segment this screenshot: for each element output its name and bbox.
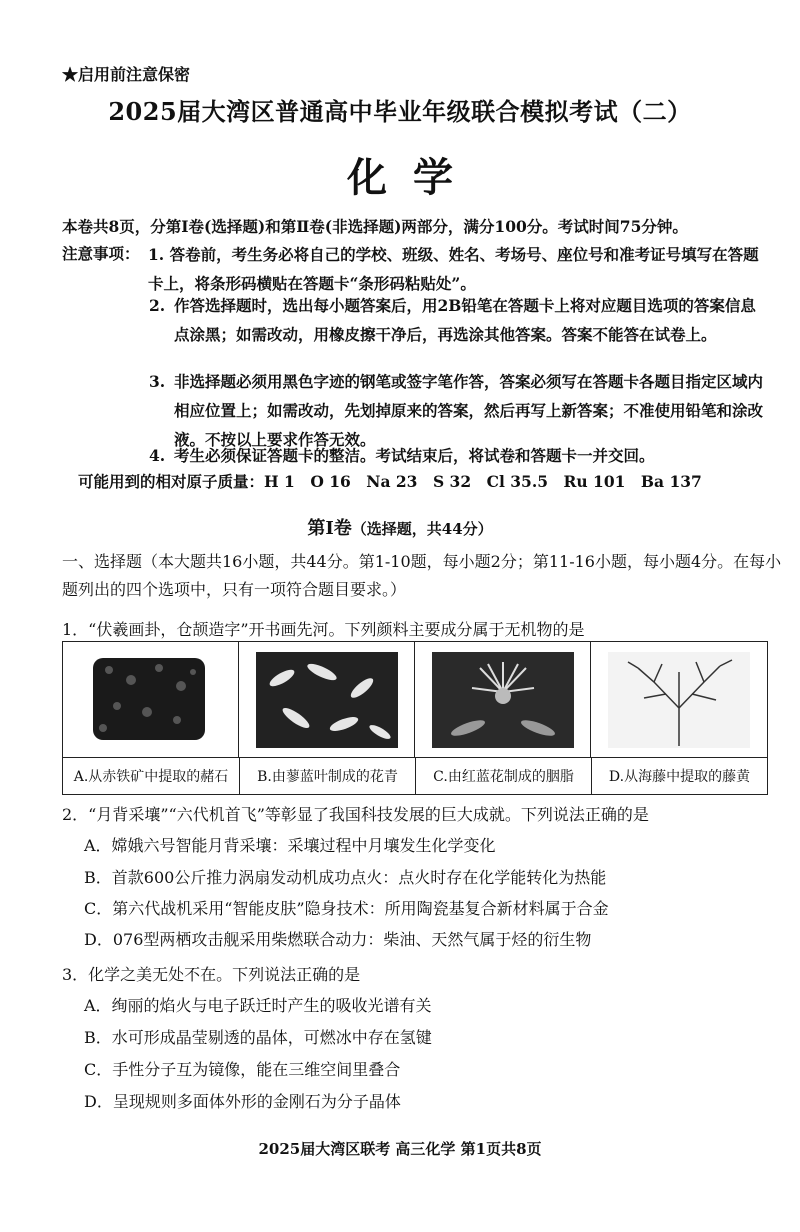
option-b-caption: B.由蓼蓝叶制成的花青 (239, 757, 415, 794)
notice-item-text: 答卷前，考生务必将自己的学校、班级、姓名、考场号、座位号和准考证号填写在答题卡上，将条形码横贴在答题卡“条形码粘贴处”。 (148, 245, 759, 293)
option-d-caption: D.从海藤中提取的藤黄 (591, 757, 767, 794)
question-2-option-a: A．嫦娥六号智能月背采壤：采壤过程中月壤发生化学变化 (84, 836, 496, 855)
question-3-option-b: B．水可形成晶莹剔透的晶体，可燃冰中存在氢键 (84, 1028, 432, 1047)
option-c-caption: C.由红蓝花制成的胭脂 (415, 757, 591, 794)
notice-item-number: 4. (149, 446, 166, 465)
gamboge-tree-image (591, 642, 767, 757)
part-instructions: 一、选择题（本大题共16小题，共44分。第1-10题，每小题2分；第11-16小题，每小题4分。在每小题列出的四个选项中，只有一项符合题目要求。） (62, 552, 782, 599)
question-2-stem: 2．“月背采壤”“六代机首飞”等彰显了我国科技发展的巨大成就。下列说法正确的是 (62, 805, 649, 824)
question-3-stem: 3．化学之美无处不在。下列说法正确的是 (62, 965, 361, 984)
notice-item (149, 441, 764, 470)
notice-item-number: 1. (148, 245, 165, 264)
option-a-caption: A.从赤铁矿中提取的赭石 (63, 757, 239, 794)
confidential-note: ★启用前注意保密 (62, 65, 191, 84)
question-2-option-d: D．076型两栖攻击舰采用柴燃联合动力：柴油、天然气属于烃的衍生物 (84, 930, 592, 949)
atomic-masses: 可能用到的相对原子质量：H 1 O 16 Na 23 S 32 Cl 35.5 Ru 101 Ba 137 (78, 472, 702, 491)
notice-item-text: 非选择题必须用黑色字迹的钢笔或签字笔作答，答案必须写在答题卡各题目指定区域内相应位置上；如需改动，先划掉原来的答案，然后再写上新答案；不准使用铅笔和涂改液。不按以上要求作答无效。 (174, 372, 764, 449)
notice-label: 注意事项： (62, 244, 140, 263)
notice-item-text: 作答选择题时，选出每小题答案后，用2B铅笔在答题卡上将对应题目选项的答案信息点涂黑；如需改动，用橡皮擦干净后，再选涂其他答案。答案不能答在试卷上。 (174, 296, 756, 344)
pigment-image-table (62, 641, 768, 795)
section-heading (0, 514, 800, 540)
question-2-option-c: C．第六代战机采用“智能皮肤”隐身技术：所用陶瓷基复合新材料属于合金 (84, 899, 609, 918)
question-1-stem: 1．“伏羲画卦，仓颉造字”开书画先河。下列颜料主要成分属于无机物的是 (62, 620, 585, 639)
notice-item-number: 3. (149, 372, 166, 391)
notice-item-number: 2. (149, 296, 166, 315)
ochre-image (63, 642, 239, 757)
notice-item (148, 240, 760, 298)
section-subtitle: （选择题，共44分） (351, 520, 493, 538)
question-3-option-d: D．呈现规则多面体外形的金刚石为分子晶体 (84, 1092, 401, 1111)
subject-title: 化学 (347, 154, 479, 201)
exam-title: 2025届大湾区普通高中毕业年级联合模拟考试（二） (108, 97, 692, 126)
page-footer: 2025届大湾区联考 高三化学 第1页共8页 (258, 1140, 542, 1158)
exam-intro: 本卷共8页，分第Ⅰ卷(选择题)和第Ⅱ卷(非选择题)两部分，满分100分。考试时间75分钟。 (62, 217, 688, 236)
section-title: 第Ⅰ卷 (307, 518, 352, 539)
notice-item-text: 考生必须保证答题卡的整洁。考试结束后，将试卷和答题卡一并交回。 (174, 446, 655, 465)
safflower-image (415, 642, 591, 757)
question-2-option-b: B．首款600公斤推力涡扇发动机成功点火：点火时存在化学能转化为热能 (84, 868, 607, 887)
question-3-option-c: C．手性分子互为镜像，能在三维空间里叠合 (84, 1060, 401, 1079)
notice-item (149, 291, 764, 349)
indigo-leaves-image (239, 642, 415, 757)
question-3-option-a: A．绚丽的焰火与电子跃迁时产生的吸收光谱有关 (84, 996, 432, 1015)
